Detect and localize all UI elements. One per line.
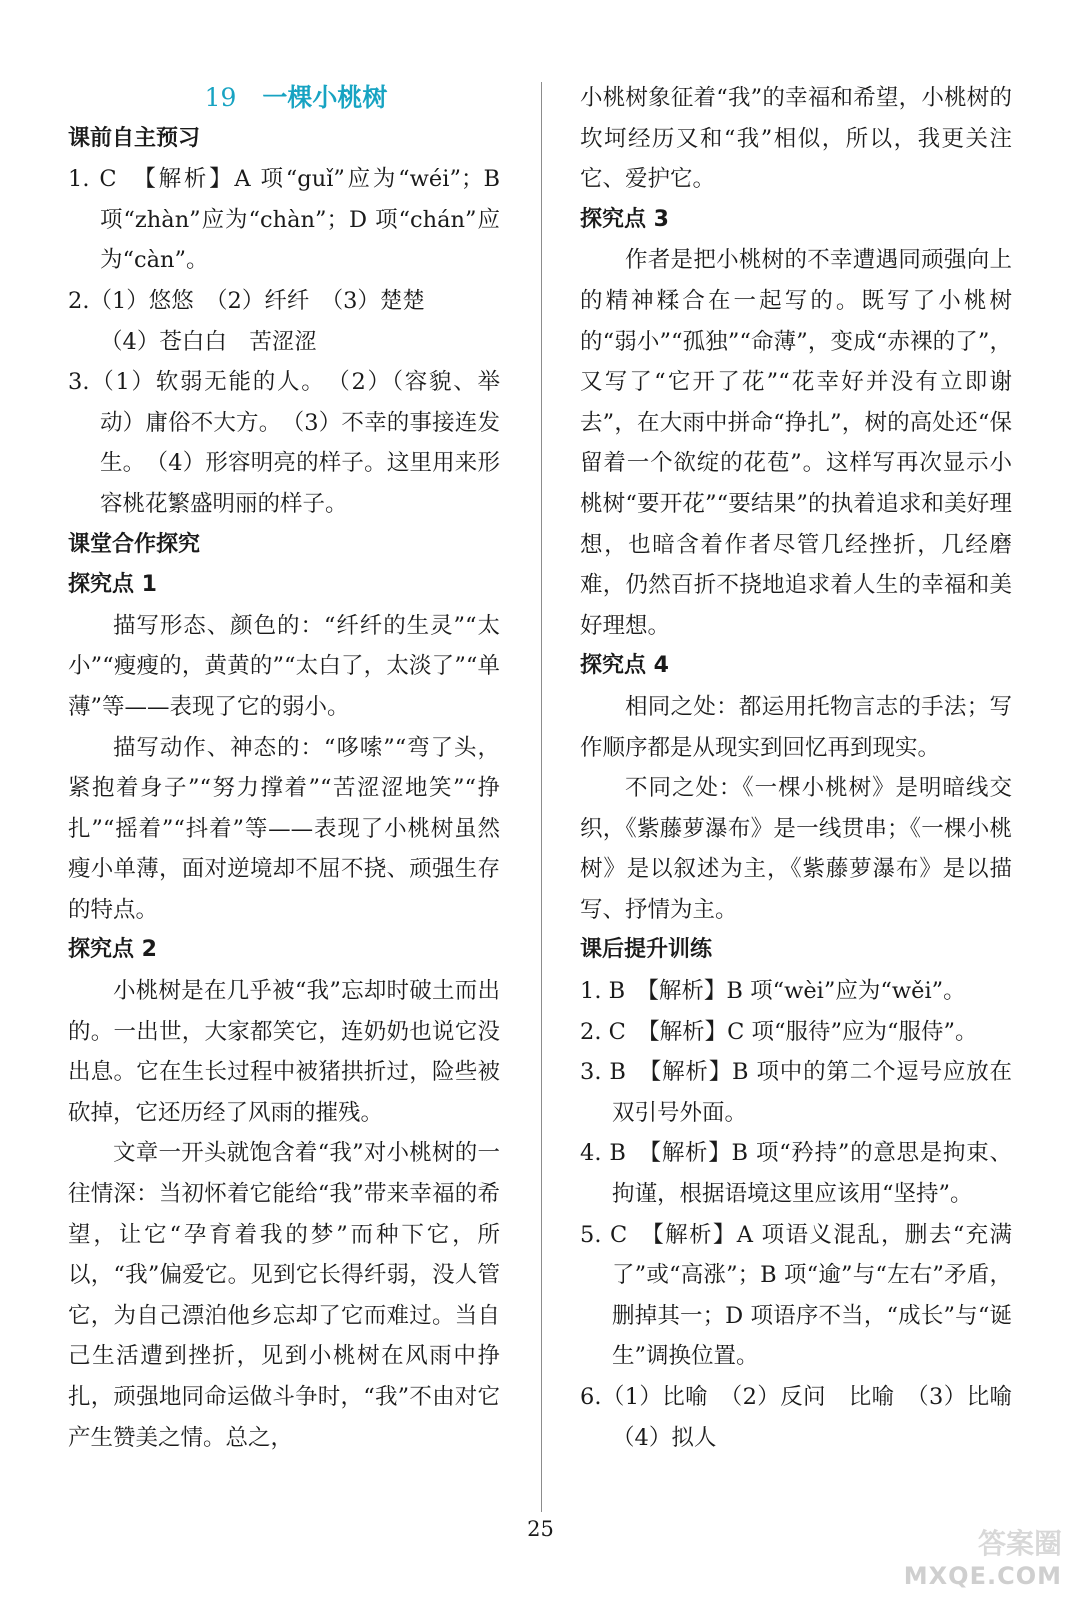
explore-point-1-para-1: 描写形态、颜色的：“纤纤的生灵”“太小”“瘦瘦的，黄黄的”“太白了，太淡了”“单薄”等——表现了它的弱小。 xyxy=(68,612,500,720)
explore-point-4-para-1: 相同之处：都运用托物言志的手法；写作顺序都是从现实到回忆再到现实。 xyxy=(580,693,1012,761)
explore-point-2-para-2: 文章一开头就饱含着“我”对小桃树的一往情深：当初怀着它能给“我”带来幸福的希望，让它“孕育着我的梦”而种下它，所以，“我”偏爱它。见到它长得纤弱，没人管它，为自己漂泊他乡忘却了它而难过。当自己生活遭到挫折，见到小桃树在风雨中挣扎，顽强地同命运做斗争时，“我”不由对它产生赞美之情。总之， xyxy=(68,1140,500,1451)
explore-point-1-heading: 探究点 1 xyxy=(68,572,157,598)
answer-3: 3.（1）软弱无能的人。 （2）（容貌、举动）庸俗不大方。 （3）不幸的事接连发生。 （4）形容明亮的样子。这里用来形容桃花繁盛明丽的样子。 xyxy=(68,369,500,517)
right-column xyxy=(580,78,1035,1458)
watermark-url: MXQE.COM xyxy=(903,1562,1062,1590)
section-heading-preview: 课前自主预习 xyxy=(68,125,201,151)
training-answer-6: 6.（1）比喻 （2）反问 比喻 （3）比喻 （4）拟人 xyxy=(580,1384,1035,1451)
training-answer-3: 3. B 【解析】B 项中的第二个逗号应放在双引号外面。 xyxy=(580,1059,1012,1126)
explore-point-3-heading: 探究点 3 xyxy=(580,206,669,232)
training-answer-5: 5. C 【解析】A 项语义混乱，删去“充满了”或“高涨”；B 项“逾”与“左右”矛盾，删掉其一；D 项语序不当，“成长”与“诞生”调换位置。 xyxy=(580,1221,1012,1370)
lesson-title xyxy=(68,78,500,119)
column-divider xyxy=(541,82,542,1512)
explore-point-2-para-2-cont: 小桃树象征着“我”的幸福和希望，小桃树的坎坷经历又和“我”相似，所以，我更关注它、爱护它。 xyxy=(580,85,1012,193)
answer-2-cont: （4）苍白白 苦涩涩 xyxy=(100,328,317,355)
answer-1: 1. C 【解析】A 项“guǐ”应为“wéi”；B 项“zhàn”应为“chàn”；D 项“chán”应为“càn”。 xyxy=(68,166,500,274)
section-heading-practice: 课后提升训练 xyxy=(580,937,713,963)
explore-point-3-para: 作者是把小桃树的不幸遭遇同顽强向上的精神糅合在一起写的。既写了小桃树的“弱小”“孤独”“命薄”，变成“赤裸的了”，又写了“它开了花”“花幸好并没有立即谢去”，在大雨中拼命“挣扎”，树的高处还“保留着一个欲绽的花苞”。这样写再次显示小桃树“要开花”“要结果”的执着追求和美好理想，也暗含着作者尽管几经挫折，几经磨难，仍然百折不挠地追求着人生的幸福和美好理想。 xyxy=(580,247,1012,639)
training-answer-2: 2. C 【解析】C 项“服待”应为“服侍”。 xyxy=(580,1018,978,1045)
answer-2: 2.（1）悠悠 （2）纤纤 （3）楚楚 xyxy=(68,287,425,314)
watermark xyxy=(868,1522,1068,1592)
lesson-title-text: 一棵小桃树 xyxy=(262,83,388,112)
training-answer-4: 4. B 【解析】B 项“矜持”的意思是拘束、拘谨，根据语境这里应该用“坚持”。 xyxy=(580,1140,1012,1208)
explore-point-2-para-1: 小桃树是在几乎被“我”忘却时破土而出的。一出世，大家都笑它，连奶奶也说它没出息。它在生长过程中被猪拱折过，险些被砍掉，它还历经了风雨的摧残。 xyxy=(68,978,500,1126)
training-answer-1: 1. B 【解析】B 项“wèi”应为“wěi”。 xyxy=(580,978,966,1005)
explore-point-4-para-2: 不同之处：《一棵小桃树》是明暗线交织，《紫藤萝瀑布》是一线贯串；《一棵小桃树》是以叙述为主，《紫藤萝瀑布》是以描写、抒情为主。 xyxy=(580,775,1012,923)
section-heading-classroom: 课堂合作探究 xyxy=(68,531,201,557)
lesson-number: 19 xyxy=(204,83,237,112)
watermark-logo: 答案圈 xyxy=(977,1527,1062,1560)
explore-point-1-para-2: 描写动作、神态的：“哆嗦”“弯了头，紧抱着身子”“努力撑着”“苦涩涩地笑”“挣扎”“摇着”“抖着”等——表现了小桃树虽然瘦小单薄，面对逆境却不屈不挠、顽强生存的特点。 xyxy=(68,734,500,923)
explore-point-2-heading: 探究点 2 xyxy=(68,937,157,963)
explore-point-4-heading: 探究点 4 xyxy=(580,653,669,679)
left-column xyxy=(68,78,500,1458)
page-number: 25 xyxy=(527,1517,554,1541)
